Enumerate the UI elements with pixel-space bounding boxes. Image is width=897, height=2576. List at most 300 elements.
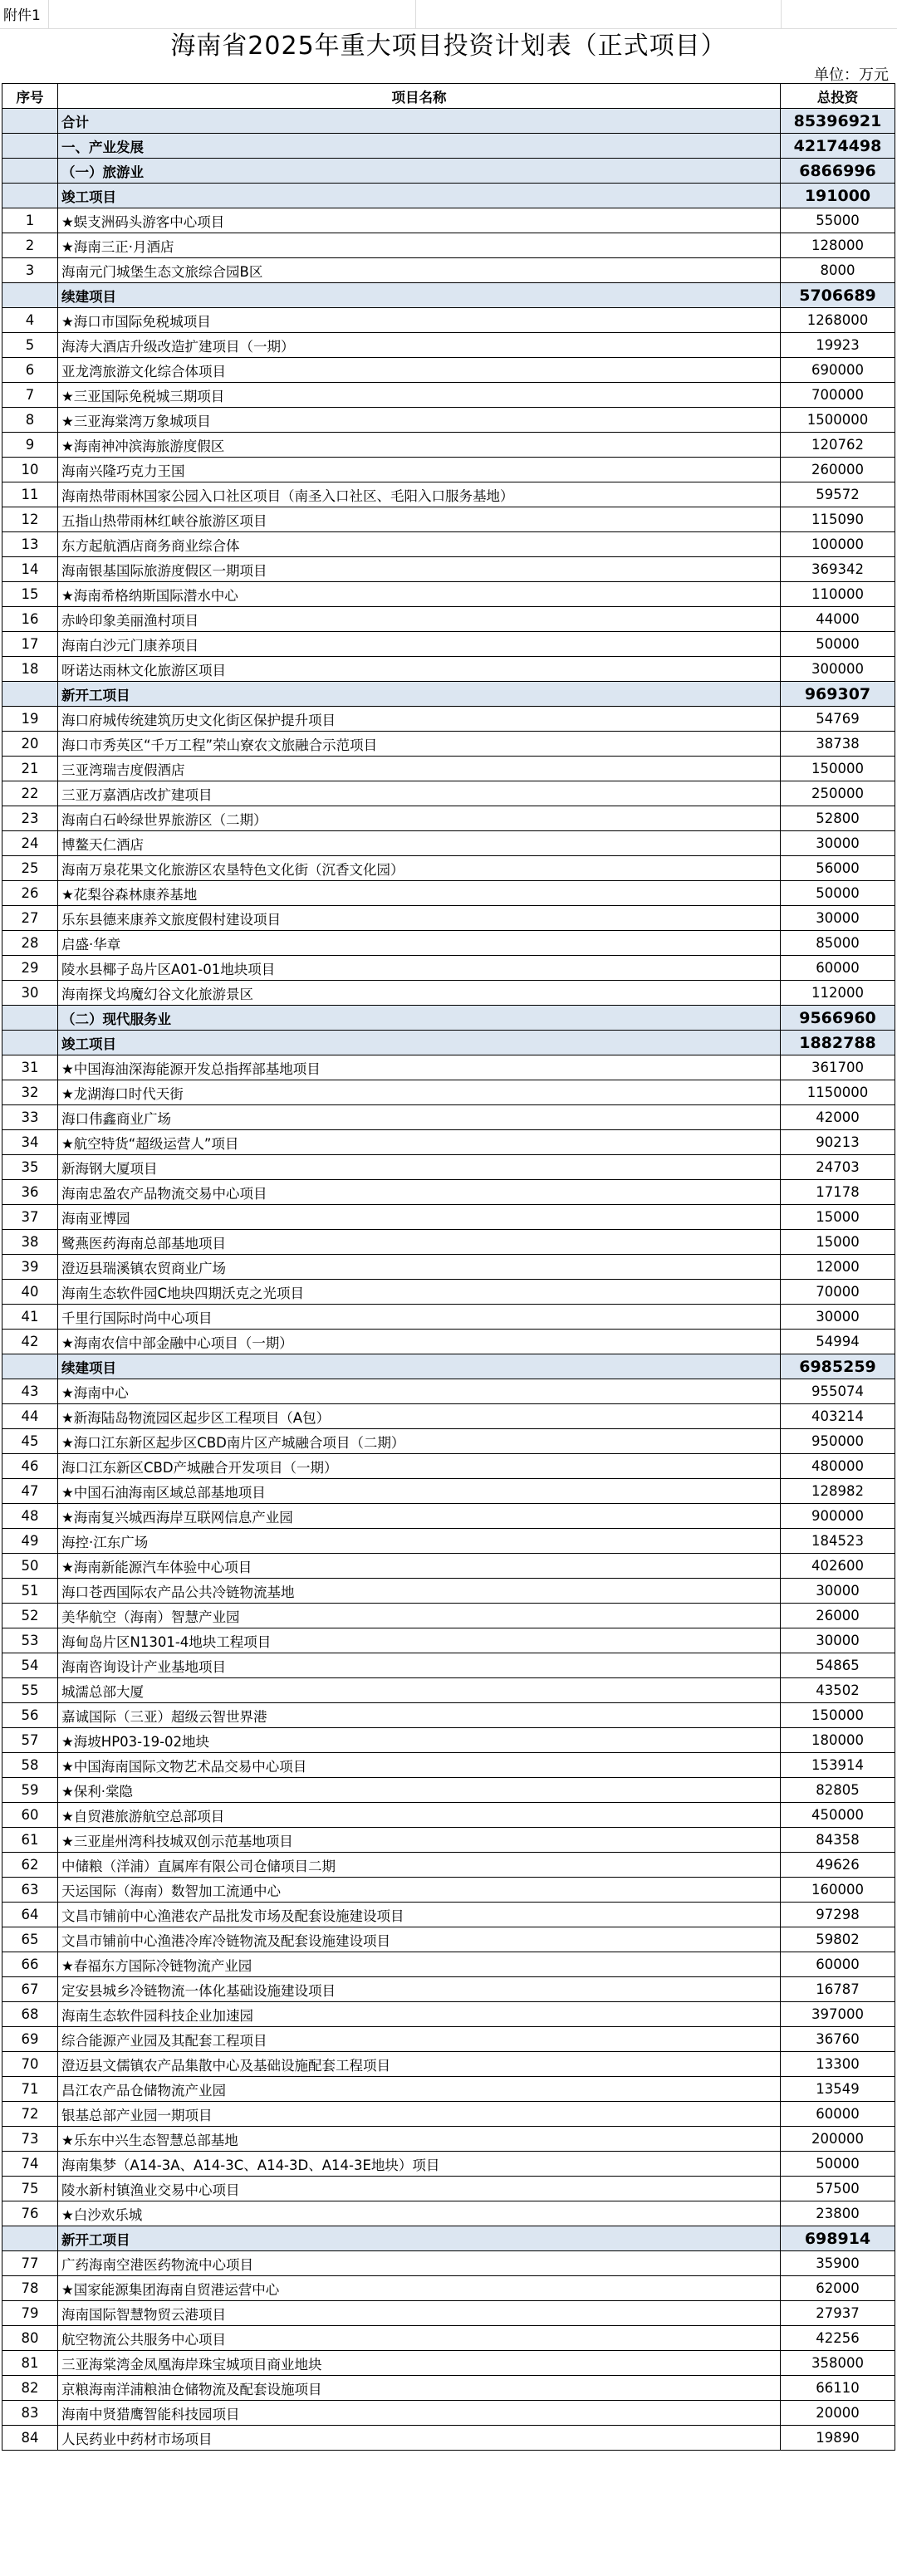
table-row — [2, 383, 895, 408]
row-index: 60 — [2, 1803, 58, 1828]
project-name: ★中国石油海南区域总部基地项目 — [58, 1479, 781, 1504]
table-row — [2, 507, 895, 532]
table-row — [2, 1579, 895, 1604]
project-name: 美华航空（海南）智慧产业园 — [58, 1604, 781, 1628]
table-row — [2, 707, 895, 732]
row-index: 44 — [2, 1404, 58, 1429]
table-row — [2, 2301, 895, 2326]
project-name: 海南兴隆巧克力王国 — [58, 458, 781, 482]
project-name: 海南集梦（A14-3A、A14-3C、A14-3D、A14-3E地块）项目 — [58, 2152, 781, 2177]
total-investment: 184523 — [781, 1529, 895, 1554]
table-row — [2, 1230, 895, 1255]
project-name: 鹭燕医药海南总部基地项目 — [58, 1230, 781, 1255]
table-row — [2, 1180, 895, 1205]
table-row — [2, 2401, 895, 2426]
total-investment: 62000 — [781, 2276, 895, 2301]
project-name: 博鳌天仁酒店 — [58, 831, 781, 856]
project-name: 澄迈县文儒镇农产品集散中心及基础设施配套工程项目 — [58, 2052, 781, 2077]
project-name: 海南元门城堡生态文旅综合园B区 — [58, 258, 781, 283]
project-name: 人民药业中药材市场项目 — [58, 2426, 781, 2451]
project-name: ★三亚崖州湾科技城双创示范基地项目 — [58, 1828, 781, 1853]
project-name: ★春福东方国际冷链物流产业园 — [58, 1952, 781, 1977]
row-index: 20 — [2, 732, 58, 757]
row-index: 5 — [2, 333, 58, 358]
row-index — [2, 109, 58, 134]
table-row — [2, 1379, 895, 1404]
project-name: 竣工项目 — [58, 184, 781, 208]
table-row — [2, 2251, 895, 2276]
project-name: ★海南希格纳斯国际潜水中心 — [58, 582, 781, 607]
project-name: 昌江农产品仓储物流产业园 — [58, 2077, 781, 2102]
row-index: 75 — [2, 2177, 58, 2201]
total-investment: 50000 — [781, 632, 895, 657]
table-row — [2, 1678, 895, 1703]
total-investment: 17178 — [781, 1180, 895, 1205]
total-investment: 60000 — [781, 2102, 895, 2127]
project-name: 海南亚博园 — [58, 1205, 781, 1230]
project-name: 海南忠盈农产品物流交易中心项目 — [58, 1180, 781, 1205]
row-index: 81 — [2, 2351, 58, 2376]
total-investment: 6866996 — [781, 159, 895, 184]
project-name: ★花梨谷森林康养基地 — [58, 881, 781, 906]
row-index: 8 — [2, 408, 58, 433]
table-row — [2, 956, 895, 981]
total-investment: 8000 — [781, 258, 895, 283]
row-index: 56 — [2, 1703, 58, 1728]
project-name: ★海南新能源汽车体验中心项目 — [58, 1554, 781, 1579]
table-row — [2, 1479, 895, 1504]
row-index: 11 — [2, 482, 58, 507]
row-index: 80 — [2, 2326, 58, 2351]
row-index: 9 — [2, 433, 58, 458]
project-name: 海甸岛片区N1301-4地块工程项目 — [58, 1628, 781, 1653]
total-investment: 112000 — [781, 981, 895, 1006]
table-row — [2, 831, 895, 856]
project-name: 千里行国际时尚中心项目 — [58, 1305, 781, 1330]
total-investment: 54865 — [781, 1653, 895, 1678]
investment-table — [2, 83, 895, 2451]
project-name: ★龙湖海口时代天街 — [58, 1080, 781, 1105]
project-name: 海南热带雨林国家公园入口社区项目（南圣入口社区、毛阳入口服务基地） — [58, 482, 781, 507]
project-name: 定安县城乡冷链物流一体化基础设施建设项目 — [58, 1977, 781, 2002]
total-investment: 403214 — [781, 1404, 895, 1429]
row-index: 10 — [2, 458, 58, 482]
project-name: ★海口江东新区起步区CBD南片区产城融合项目（二期） — [58, 1429, 781, 1454]
table-row — [2, 2152, 895, 2177]
total-investment: 43502 — [781, 1678, 895, 1703]
table-header-row — [2, 84, 895, 109]
table-row — [2, 482, 895, 507]
total-investment: 70000 — [781, 1280, 895, 1305]
table-row — [2, 358, 895, 383]
section-row — [2, 283, 895, 308]
total-investment: 54994 — [781, 1330, 895, 1354]
total-investment: 6985259 — [781, 1354, 895, 1379]
row-index: 35 — [2, 1155, 58, 1180]
total-investment: 36760 — [781, 2027, 895, 2052]
project-name: 中储粮（洋浦）直属库有限公司仓储项目二期 — [58, 1853, 781, 1878]
total-investment: 480000 — [781, 1454, 895, 1479]
row-index: 57 — [2, 1728, 58, 1753]
total-investment: 42256 — [781, 2326, 895, 2351]
project-name: 海口市秀英区“千万工程”荣山寮农文旅融合示范项目 — [58, 732, 781, 757]
table-row — [2, 757, 895, 781]
row-index: 33 — [2, 1105, 58, 1130]
total-investment: 397000 — [781, 2002, 895, 2027]
total-investment: 200000 — [781, 2127, 895, 2152]
row-index — [2, 1354, 58, 1379]
row-index: 69 — [2, 2027, 58, 2052]
total-investment: 1500000 — [781, 408, 895, 433]
total-investment: 5706689 — [781, 283, 895, 308]
project-name: 海南咨询设计产业基地项目 — [58, 1653, 781, 1678]
total-investment: 27937 — [781, 2301, 895, 2326]
project-name: ★新海陆岛物流园区起步区工程项目（A包） — [58, 1404, 781, 1429]
row-index: 77 — [2, 2251, 58, 2276]
table-row — [2, 2201, 895, 2226]
total-investment: 153914 — [781, 1753, 895, 1778]
row-index: 29 — [2, 956, 58, 981]
table-row — [2, 2052, 895, 2077]
total-investment: 128982 — [781, 1479, 895, 1504]
row-index: 63 — [2, 1878, 58, 1903]
section-row — [2, 1354, 895, 1379]
total-investment: 55000 — [781, 208, 895, 233]
total-investment: 66110 — [781, 2376, 895, 2401]
total-investment: 85000 — [781, 931, 895, 956]
table-row — [2, 233, 895, 258]
attachment-label: 附件1 — [3, 7, 41, 24]
total-investment: 260000 — [781, 458, 895, 482]
row-index: 70 — [2, 2052, 58, 2077]
table-row — [2, 2351, 895, 2376]
project-name: 续建项目 — [58, 283, 781, 308]
row-index: 62 — [2, 1853, 58, 1878]
total-investment: 49626 — [781, 1853, 895, 1878]
table-row — [2, 2326, 895, 2351]
project-name: ★海南中心 — [58, 1379, 781, 1404]
row-index: 34 — [2, 1130, 58, 1155]
row-index: 43 — [2, 1379, 58, 1404]
table-row — [2, 1305, 895, 1330]
row-index: 58 — [2, 1753, 58, 1778]
total-investment: 110000 — [781, 582, 895, 607]
project-name: 嘉诚国际（三亚）超级云智世界港 — [58, 1703, 781, 1728]
unit-label: 单位：万元 — [814, 66, 889, 84]
row-index: 25 — [2, 856, 58, 881]
project-name: 三亚湾瑞吉度假酒店 — [58, 757, 781, 781]
table-row — [2, 1454, 895, 1479]
total-investment: 12000 — [781, 1255, 895, 1280]
row-index — [2, 159, 58, 184]
project-name: 呀诺达雨林文化旅游区项目 — [58, 657, 781, 682]
project-name: 海南探戈坞魔幻谷文化旅游景区 — [58, 981, 781, 1006]
row-index: 18 — [2, 657, 58, 682]
project-name: ★蜈支洲码头游客中心项目 — [58, 208, 781, 233]
table-row — [2, 856, 895, 881]
total-investment: 128000 — [781, 233, 895, 258]
total-investment: 16787 — [781, 1977, 895, 2002]
row-index — [2, 1006, 58, 1031]
row-index: 55 — [2, 1678, 58, 1703]
project-name: 海南白沙元门康养项目 — [58, 632, 781, 657]
row-index: 27 — [2, 906, 58, 931]
table-row — [2, 1080, 895, 1105]
table-row — [2, 2276, 895, 2301]
table-row — [2, 1280, 895, 1305]
header-amount: 总投资 — [781, 84, 895, 109]
total-investment: 84358 — [781, 1828, 895, 1853]
row-index: 21 — [2, 757, 58, 781]
row-index: 36 — [2, 1180, 58, 1205]
project-name: 海口江东新区CBD产城融合开发项目（一期） — [58, 1454, 781, 1479]
total-investment: 59572 — [781, 482, 895, 507]
total-investment: 120762 — [781, 433, 895, 458]
total-investment: 900000 — [781, 1504, 895, 1529]
project-name: 综合能源产业园及其配套工程项目 — [58, 2027, 781, 2052]
total-investment: 35900 — [781, 2251, 895, 2276]
total-investment: 358000 — [781, 2351, 895, 2376]
total-investment: 160000 — [781, 1878, 895, 1903]
table-row — [2, 1529, 895, 1554]
table-row — [2, 1853, 895, 1878]
table-row — [2, 632, 895, 657]
row-index: 41 — [2, 1305, 58, 1330]
project-name: 城濡总部大厦 — [58, 1678, 781, 1703]
project-name: 启盛·华章 — [58, 931, 781, 956]
section-row — [2, 184, 895, 208]
total-investment: 50000 — [781, 2152, 895, 2177]
project-name: 文昌市铺前中心渔港冷库冷链物流及配套设施建设项目 — [58, 1927, 781, 1952]
project-name: 海南生态软件园C地块四期沃克之光项目 — [58, 1280, 781, 1305]
table-row — [2, 806, 895, 831]
row-index: 2 — [2, 233, 58, 258]
project-name: ★海口市国际免税城项目 — [58, 308, 781, 333]
project-name: ★海南复兴城西海岸互联网信息产业园 — [58, 1504, 781, 1529]
table-row — [2, 981, 895, 1006]
row-index: 47 — [2, 1479, 58, 1504]
total-investment: 42000 — [781, 1105, 895, 1130]
project-name: 新开工项目 — [58, 682, 781, 707]
project-name: 天运国际（海南）数智加工流通中心 — [58, 1878, 781, 1903]
project-name: 竣工项目 — [58, 1031, 781, 1055]
total-investment: 180000 — [781, 1728, 895, 1753]
row-index: 15 — [2, 582, 58, 607]
row-index: 42 — [2, 1330, 58, 1354]
row-index: 51 — [2, 1579, 58, 1604]
table-row — [2, 557, 895, 582]
project-name: 新开工项目 — [58, 2226, 781, 2251]
project-name: 合计 — [58, 109, 781, 134]
project-name: ★保利·棠隐 — [58, 1778, 781, 1803]
total-investment: 950000 — [781, 1429, 895, 1454]
table-body — [2, 109, 895, 2451]
project-name: 三亚万嘉酒店改扩建项目 — [58, 781, 781, 806]
table-row — [2, 906, 895, 931]
row-index: 17 — [2, 632, 58, 657]
table-row — [2, 732, 895, 757]
row-index — [2, 134, 58, 159]
row-index: 74 — [2, 2152, 58, 2177]
total-investment: 115090 — [781, 507, 895, 532]
project-name: 海口苍西国际农产品公共冷链物流基地 — [58, 1579, 781, 1604]
table-row — [2, 1055, 895, 1080]
project-name: ★中国海油深海能源开发总指挥部基地项目 — [58, 1055, 781, 1080]
row-index: 52 — [2, 1604, 58, 1628]
row-index: 24 — [2, 831, 58, 856]
project-name: ★三亚国际免税城三期项目 — [58, 383, 781, 408]
total-investment: 1268000 — [781, 308, 895, 333]
project-name: 三亚海棠湾金凤凰海岸珠宝城项目商业地块 — [58, 2351, 781, 2376]
row-index: 54 — [2, 1653, 58, 1678]
total-investment: 150000 — [781, 757, 895, 781]
total-investment: 1882788 — [781, 1031, 895, 1055]
table-row — [2, 1952, 895, 1977]
row-index: 39 — [2, 1255, 58, 1280]
total-investment: 450000 — [781, 1803, 895, 1828]
row-index: 16 — [2, 607, 58, 632]
row-index: 22 — [2, 781, 58, 806]
section-row — [2, 109, 895, 134]
row-index: 32 — [2, 1080, 58, 1105]
total-investment: 56000 — [781, 856, 895, 881]
project-name: 海控·江东广场 — [58, 1529, 781, 1554]
table-row — [2, 1504, 895, 1529]
total-investment: 23800 — [781, 2201, 895, 2226]
row-index: 19 — [2, 707, 58, 732]
row-index: 59 — [2, 1778, 58, 1803]
project-name: 海南万泉花果文化旅游区农垦特色文化街（沉香文化园） — [58, 856, 781, 881]
project-name: 文昌市铺前中心渔港农产品批发市场及配套设施建设项目 — [58, 1903, 781, 1927]
section-row — [2, 134, 895, 159]
row-index: 37 — [2, 1205, 58, 1230]
total-investment: 19923 — [781, 333, 895, 358]
project-name: 海口府城传统建筑历史文化街区保护提升项目 — [58, 707, 781, 732]
row-index: 48 — [2, 1504, 58, 1529]
project-name: 海南国际智慧物贸云港项目 — [58, 2301, 781, 2326]
project-name: ★海南三正·月酒店 — [58, 233, 781, 258]
row-index: 45 — [2, 1429, 58, 1454]
total-investment: 30000 — [781, 1579, 895, 1604]
project-name: 乐东县德来康养文旅度假村建设项目 — [58, 906, 781, 931]
project-name: 陵水新村镇渔业交易中心项目 — [58, 2177, 781, 2201]
project-name: 一、产业发展 — [58, 134, 781, 159]
total-investment: 361700 — [781, 1055, 895, 1080]
total-investment: 24703 — [781, 1155, 895, 1180]
row-index: 83 — [2, 2401, 58, 2426]
table-row — [2, 1977, 895, 2002]
section-row — [2, 682, 895, 707]
row-index: 72 — [2, 2102, 58, 2127]
project-name: 京粮海南洋浦粮油仓储物流及配套设施项目 — [58, 2376, 781, 2401]
total-investment: 54769 — [781, 707, 895, 732]
table-row — [2, 308, 895, 333]
table-row — [2, 2376, 895, 2401]
total-investment: 100000 — [781, 532, 895, 557]
section-row — [2, 1031, 895, 1055]
table-row — [2, 1130, 895, 1155]
project-name: 广药海南空港医药物流中心项目 — [58, 2251, 781, 2276]
row-index: 73 — [2, 2127, 58, 2152]
total-investment: 20000 — [781, 2401, 895, 2426]
project-name: 海南银基国际旅游度假区一期项目 — [58, 557, 781, 582]
table-row — [2, 1927, 895, 1952]
row-index: 26 — [2, 881, 58, 906]
row-index: 78 — [2, 2276, 58, 2301]
project-name: 新海钢大厦项目 — [58, 1155, 781, 1180]
table-row — [2, 2002, 895, 2027]
total-investment: 1150000 — [781, 1080, 895, 1105]
row-index: 4 — [2, 308, 58, 333]
table-row — [2, 2077, 895, 2102]
total-investment: 30000 — [781, 1628, 895, 1653]
table-row — [2, 433, 895, 458]
total-investment: 13300 — [781, 2052, 895, 2077]
project-name: 海南白石岭绿世界旅游区（二期） — [58, 806, 781, 831]
table-row — [2, 1903, 895, 1927]
table-row — [2, 2177, 895, 2201]
total-investment: 30000 — [781, 1305, 895, 1330]
table-row — [2, 1404, 895, 1429]
row-index: 31 — [2, 1055, 58, 1080]
table-row — [2, 1828, 895, 1853]
row-index: 30 — [2, 981, 58, 1006]
table-row — [2, 781, 895, 806]
project-name: 陵水县椰子岛片区A01-01地块项目 — [58, 956, 781, 981]
table-row — [2, 1878, 895, 1903]
table-row — [2, 1429, 895, 1454]
table-row — [2, 258, 895, 283]
project-name: ★海南农信中部金融中心项目（一期） — [58, 1330, 781, 1354]
page-title: 海南省2025年重大项目投资计划表（正式项目） — [170, 32, 727, 61]
project-name: ★航空特货“超级运营人”项目 — [58, 1130, 781, 1155]
row-index: 3 — [2, 258, 58, 283]
table-row — [2, 931, 895, 956]
row-index: 79 — [2, 2301, 58, 2326]
project-name: 银基总部产业园一期项目 — [58, 2102, 781, 2127]
row-index: 61 — [2, 1828, 58, 1853]
project-name: 澄迈县瑞溪镇农贸商业广场 — [58, 1255, 781, 1280]
table-row — [2, 208, 895, 233]
table-row — [2, 1205, 895, 1230]
table-row — [2, 458, 895, 482]
project-name: ★自贸港旅游航空总部项目 — [58, 1803, 781, 1828]
total-investment: 698914 — [781, 2226, 895, 2251]
total-investment: 42174498 — [781, 134, 895, 159]
row-index: 28 — [2, 931, 58, 956]
table-row — [2, 1778, 895, 1803]
table-row — [2, 408, 895, 433]
total-investment: 700000 — [781, 383, 895, 408]
project-name: ★乐东中兴生态智慧总部基地 — [58, 2127, 781, 2152]
total-investment: 57500 — [781, 2177, 895, 2201]
row-index: 6 — [2, 358, 58, 383]
total-investment: 38738 — [781, 732, 895, 757]
total-investment: 30000 — [781, 906, 895, 931]
total-investment: 150000 — [781, 1703, 895, 1728]
header-index: 序号 — [2, 84, 58, 109]
row-index: 76 — [2, 2201, 58, 2226]
total-investment: 90213 — [781, 1130, 895, 1155]
project-name: 海南生态软件园科技企业加速园 — [58, 2002, 781, 2027]
row-index: 14 — [2, 557, 58, 582]
project-name: 海口伟鑫商业广场 — [58, 1105, 781, 1130]
total-investment: 97298 — [781, 1903, 895, 1927]
row-index — [2, 184, 58, 208]
table-row — [2, 1330, 895, 1354]
total-investment: 250000 — [781, 781, 895, 806]
row-index: 49 — [2, 1529, 58, 1554]
